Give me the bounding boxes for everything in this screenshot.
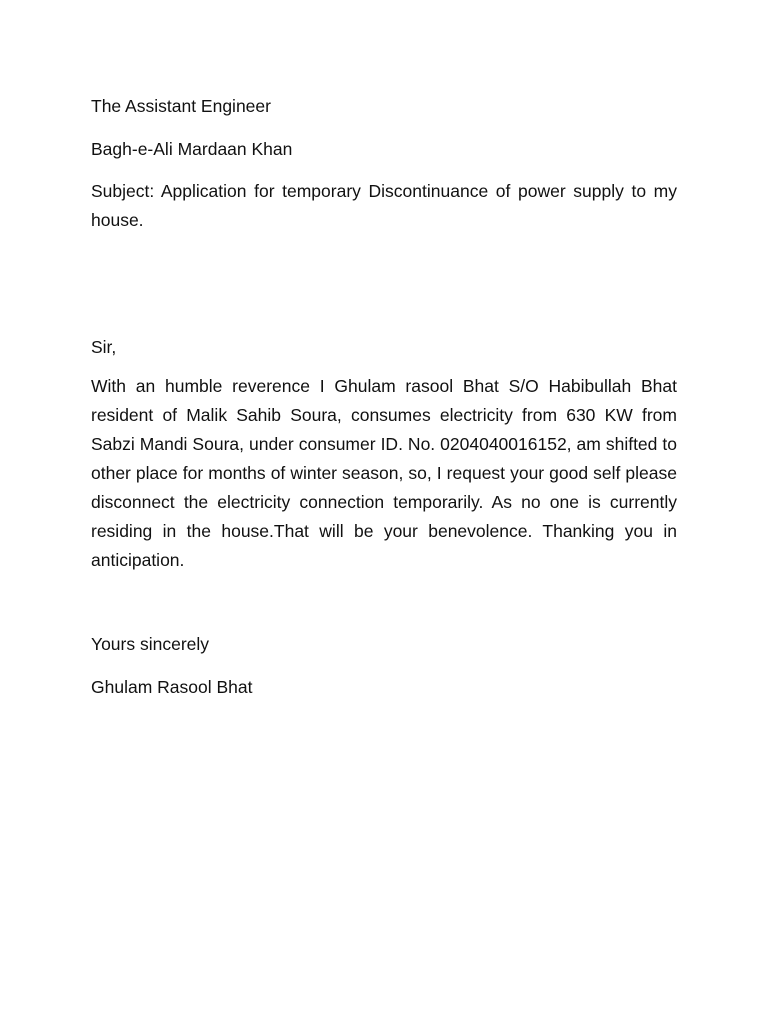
recipient-location: Bagh-e-Ali Mardaan Khan: [91, 139, 293, 159]
signature-name: Ghulam Rasool Bhat: [91, 677, 253, 697]
closing: Yours sincerely: [91, 634, 210, 654]
salutation: Sir,: [91, 337, 117, 357]
subject-line: Subject: Application for temporary Discontinuance of power supply to my house.: [91, 181, 677, 230]
recipient-title: The Assistant Engineer: [91, 96, 271, 116]
body-paragraph: With an humble reverence I Ghulam rasool Bhat S/O Habibullah Bhat resident of Malik Sahib Soura, consumes electricity from 630 KW from Sabzi Mandi Soura, under consumer ID. No. 0204040016152, am shifted to other place for months of winter season, so, I request your good self please disconnect the electricity connection temporarily. As no one is currently residing in the house.That will be your benevolence. Thanking you in anticipation.: [91, 376, 677, 570]
